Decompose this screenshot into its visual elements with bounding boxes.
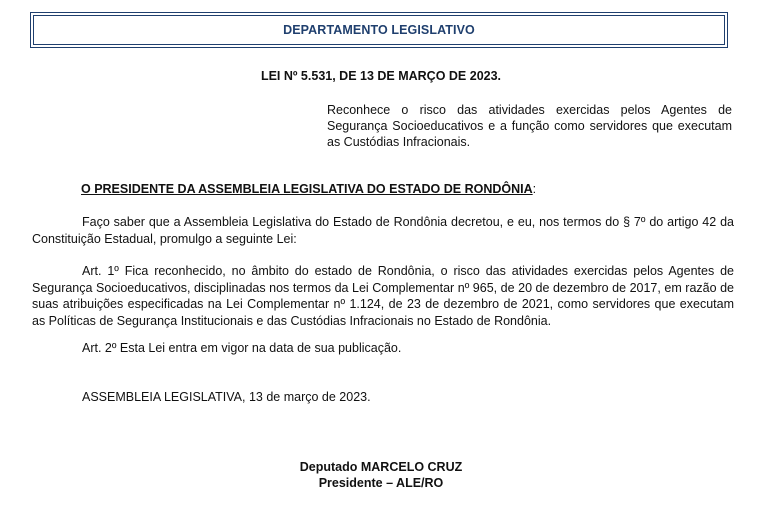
department-header <box>30 12 728 48</box>
president-heading-text: O PRESIDENTE DA ASSEMBLEIA LEGISLATIVA DO ESTADO DE RONDÔNIA <box>81 182 533 196</box>
article-1: Art. 1º Fica reconhecido, no âmbito do estado de Rondônia, o risco das atividades exercidas pelos Agentes de Segurança Socioeducativos, disciplinadas nos termos da Lei Complementar nº 965, de 20 de dezembro de 2017, em razão de suas atribuições especificadas na Lei Complementar nº 1.124, de 23 de dezembro de 2021, como servidores que executam as Políticas de Segurança Institucionais e das Custódias Infracionais no Estado de Rondônia. <box>32 264 734 328</box>
president-heading <box>81 182 536 196</box>
place-date: ASSEMBLEIA LEGISLATIVA, 13 de março de 2023. <box>82 390 371 404</box>
signatory-role: Presidente – ALE/RO <box>318 476 444 490</box>
president-heading-colon: : <box>532 182 537 196</box>
signatory-name: Deputado MARCELO CRUZ <box>299 460 463 474</box>
law-title: LEI Nº 5.531, DE 13 DE MARÇO DE 2023. <box>260 69 502 83</box>
department-title: DEPARTAMENTO LEGISLATIVO <box>33 15 725 45</box>
promulgation-paragraph: Faço saber que a Assembleia Legislativa do Estado de Rondônia decretou, e eu, nos termos do § 7º do artigo 42 da Constituição Estadual, promulgo a seguinte Lei: <box>32 215 734 246</box>
law-ementa: Reconhece o risco das atividades exercidas pelos Agentes de Segurança Socioeducativos e a função como servidores que executam as Custódias Infracionais. <box>327 103 732 149</box>
article-2: Art. 2º Esta Lei entra em vigor na data de sua publicação. <box>82 341 402 355</box>
